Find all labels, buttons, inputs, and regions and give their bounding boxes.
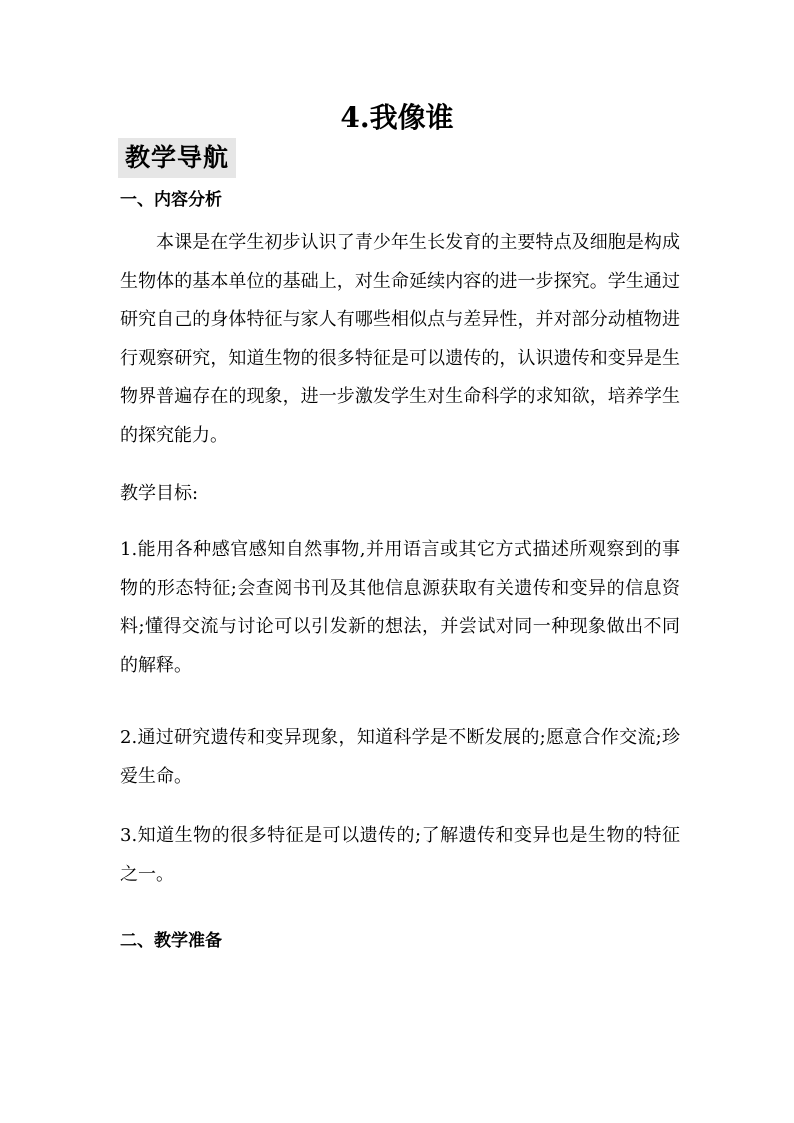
goal-item-3: 3.知道生物的很多特征是可以遗传的;了解遗传和变异也是生物的特征之一。 — [120, 825, 680, 885]
goal-item-1: 1.能用各种感官感知自然事物,并用语言或其它方式描述所观察到的事物的形态特征;会查阅书刊及其他信息源获取有关遗传和变异的信息资料;懂得交流与讨论可以引发新的想法，并尝试对同一种现象做出不同的解释。 — [120, 539, 680, 676]
goal-item-2: 2.通过研究遗传和变异现象，知道科学是不断发展的;愿意合作交流;珍爱生命。 — [120, 727, 680, 787]
page-title: 4.我像谁 — [340, 101, 454, 134]
teaching-goals-label: 教学目标: — [120, 483, 199, 504]
section-heading-content-analysis: 一、内容分析 — [120, 190, 222, 210]
section-heading-teaching-preparation: 二、教学准备 — [120, 931, 222, 951]
teaching-nav-badge: 教学导航 — [118, 138, 236, 178]
content-analysis-paragraph: 本课是在学生初步认识了青少年生长发育的主要特点及细胞是构成生物体的基本单位的基础上，对生命延续内容的进一步探究。学生通过研究自己的身体特征与家人有哪些相似点与差异性，并对部分动植物进行观察研究，知道生物的很多特征是可以遗传的，认识遗传和变异是生物界普遍存在的现象，进一步激发学生对生命科学的求知欲，培养学生的探究能力。 — [120, 232, 680, 446]
